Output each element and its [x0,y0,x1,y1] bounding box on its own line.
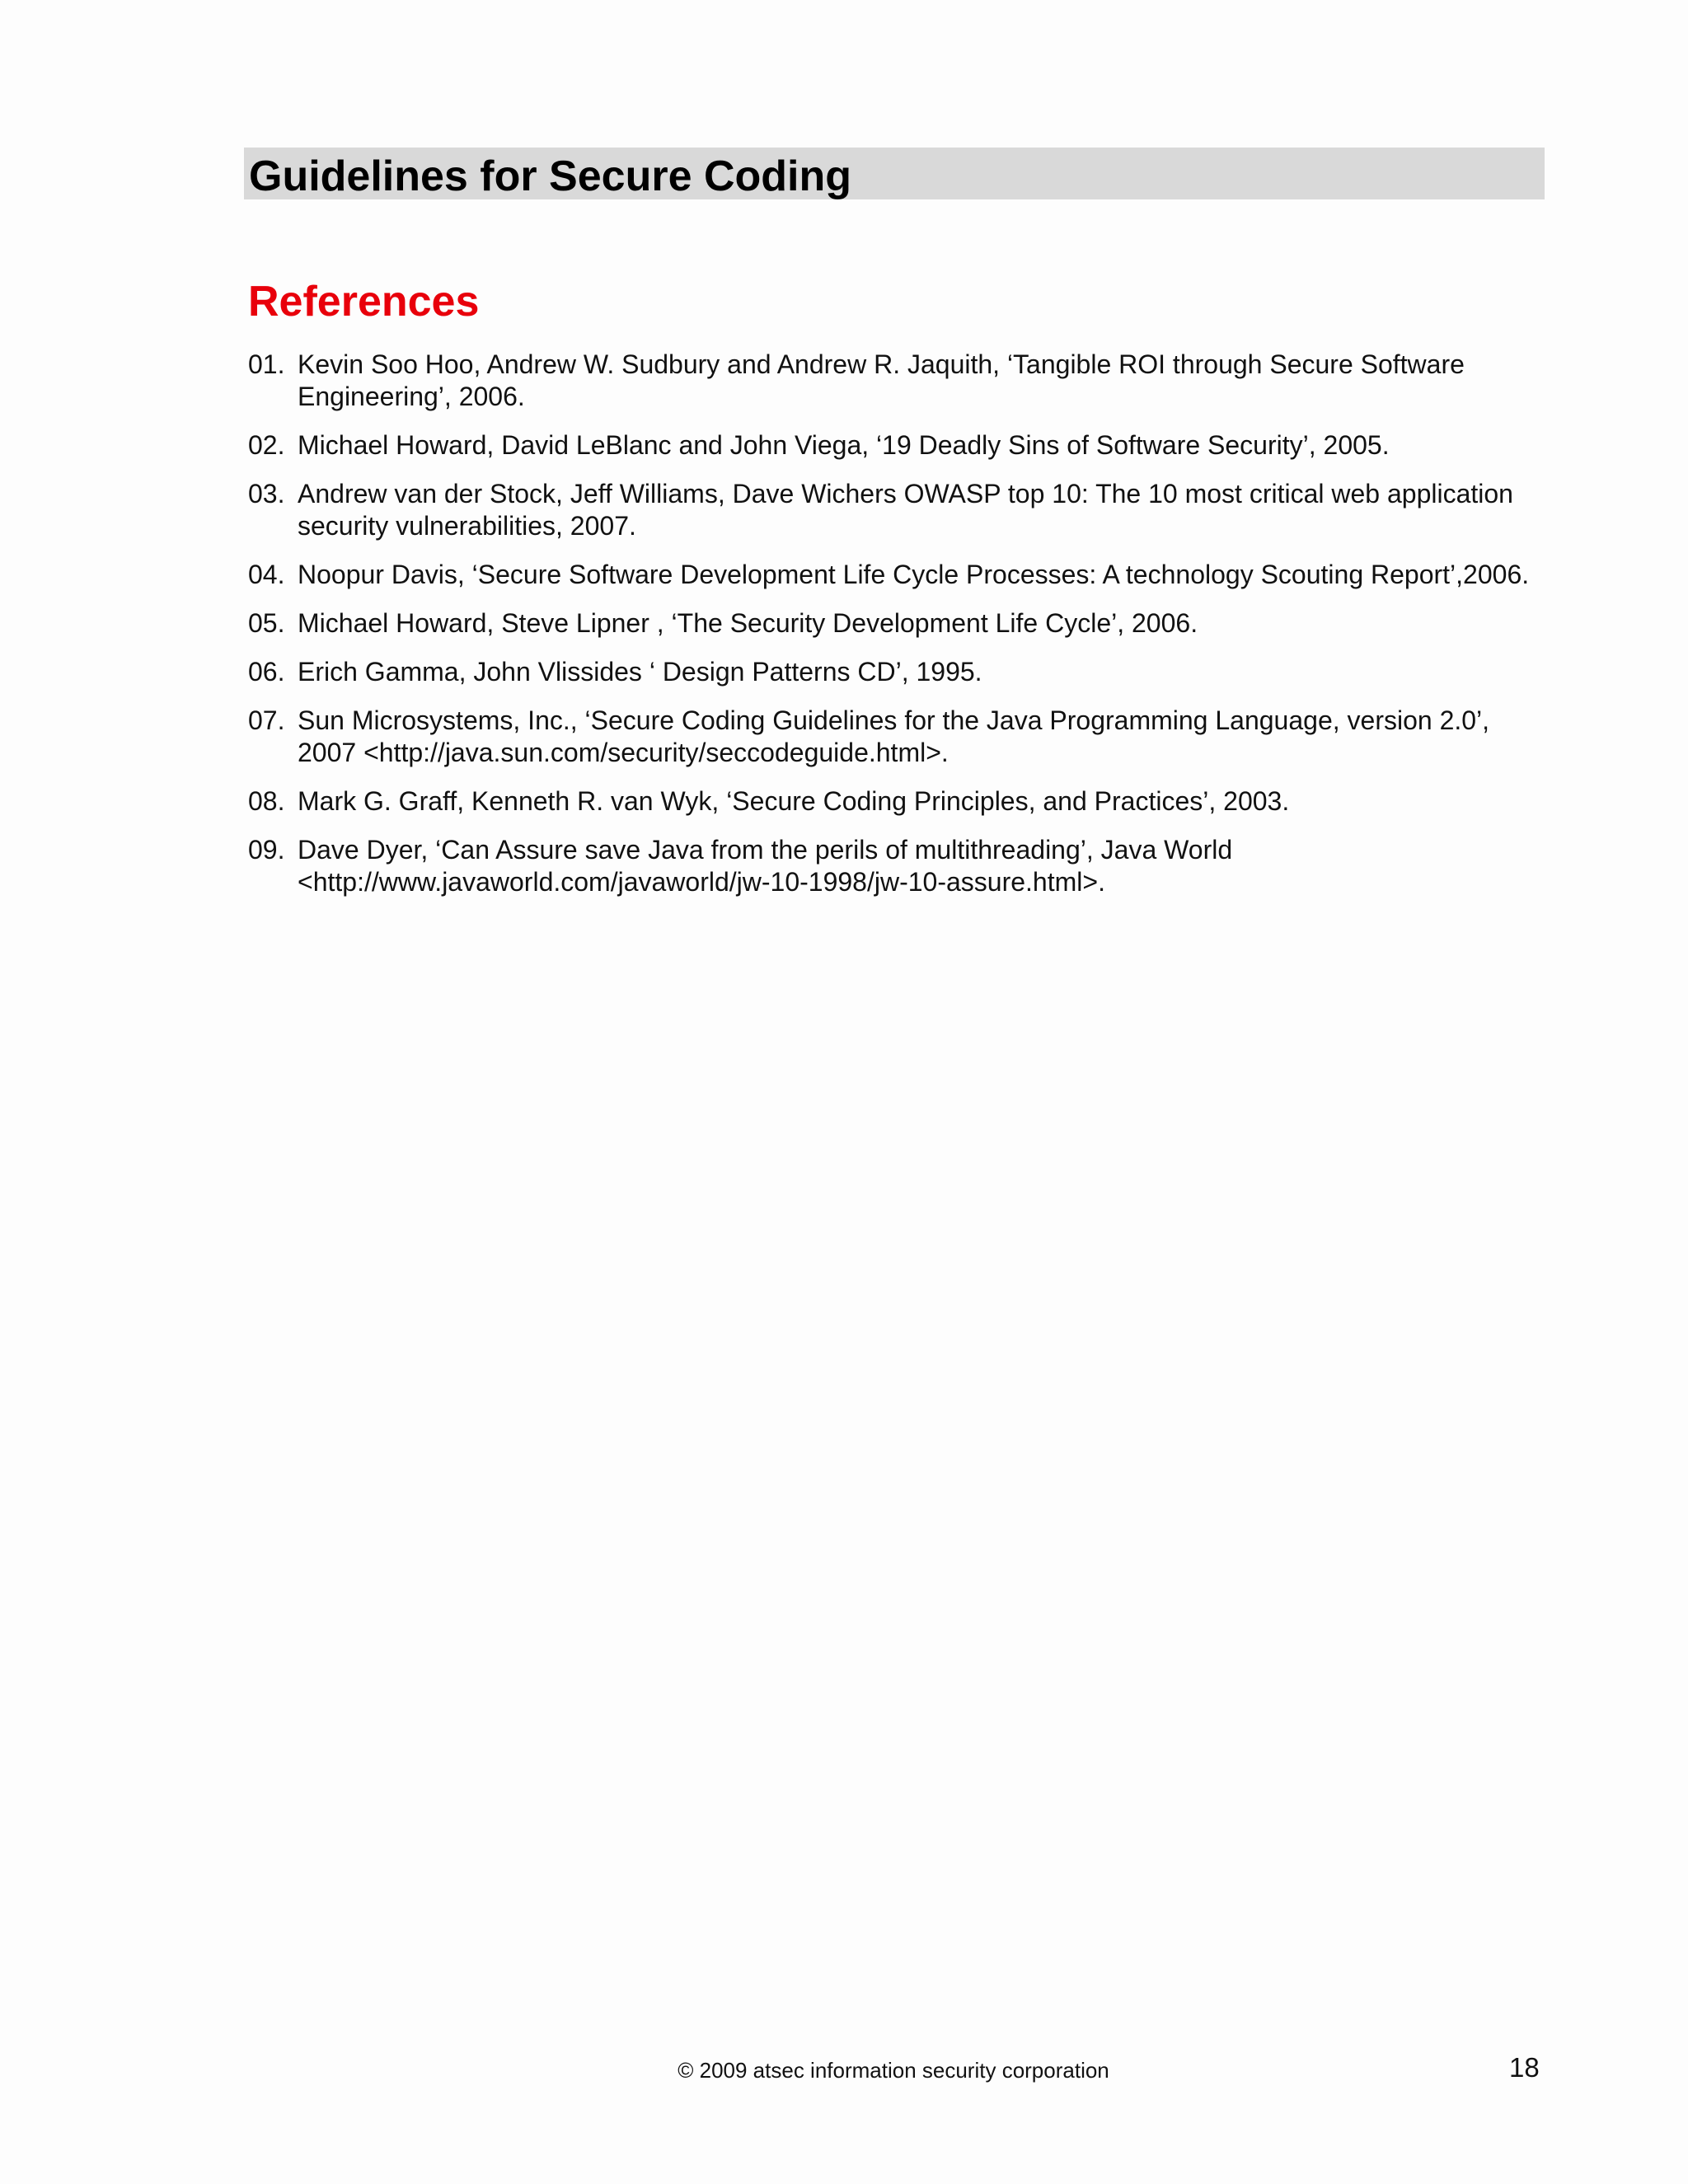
reference-text: Andrew van der Stock, Jeff Williams, Dave Wichers OWASP top 10: The 10 most critical web application security vulnerabilities, 2007. [298,479,1513,541]
reference-item [248,559,1550,591]
reference-text: Sun Microsystems, Inc., ‘Secure Coding Guidelines for the Java Programming Language, version 2.0’, 2007 <http://java.sun.com/security/seccodeguide.html>. [298,705,1490,767]
reference-number: 05. [248,608,285,638]
reference-item [248,478,1550,542]
reference-item [248,349,1550,413]
reference-number: 03. [248,479,285,509]
page-header-title: Guidelines for Secure Coding [249,152,851,200]
reference-number: 06. [248,657,285,687]
reference-text: Michael Howard, Steve Lipner , ‘The Security Development Life Cycle’, 2006. [298,608,1198,638]
reference-item [248,429,1550,462]
reference-item [248,607,1550,640]
reference-number: 02. [248,430,285,460]
reference-item [248,834,1550,898]
section-heading: References [248,278,480,326]
reference-number: 08. [248,786,285,816]
reference-number: 09. [248,835,285,865]
reference-number: 04. [248,560,285,589]
reference-text: Noopur Davis, ‘Secure Software Development Life Cycle Processes: A technology Scouting Report’,2006. [298,560,1530,589]
reference-text: Erich Gamma, John Vlissides ‘ Design Patterns CD’, 1995. [298,657,982,687]
page-header-band [244,148,1545,199]
reference-item [248,705,1550,769]
footer-copyright: © 2009 atsec information security corporation [678,2058,1109,2083]
reference-item [248,785,1550,818]
reference-text: Michael Howard, David LeBlanc and John Viega, ‘19 Deadly Sins of Software Security’, 2005. [298,430,1390,460]
reference-text: Dave Dyer, ‘Can Assure save Java from the perils of multithreading’, Java World <http://www.javaworld.com/javaworld/jw-10-1998/jw-10-assure.html>. [298,835,1233,897]
reference-number: 07. [248,705,285,735]
reference-text: Mark G. Graff, Kenneth R. van Wyk, ‘Secure Coding Principles, and Practices’, 2003. [298,786,1290,816]
reference-item [248,656,1550,688]
reference-number: 01. [248,349,285,379]
references-list [248,349,1550,915]
reference-text: Kevin Soo Hoo, Andrew W. Sudbury and Andrew R. Jaquith, ‘Tangible ROI through Secure Software Engineering’, 2006. [298,349,1465,411]
page-number: 18 [1509,2052,1540,2083]
